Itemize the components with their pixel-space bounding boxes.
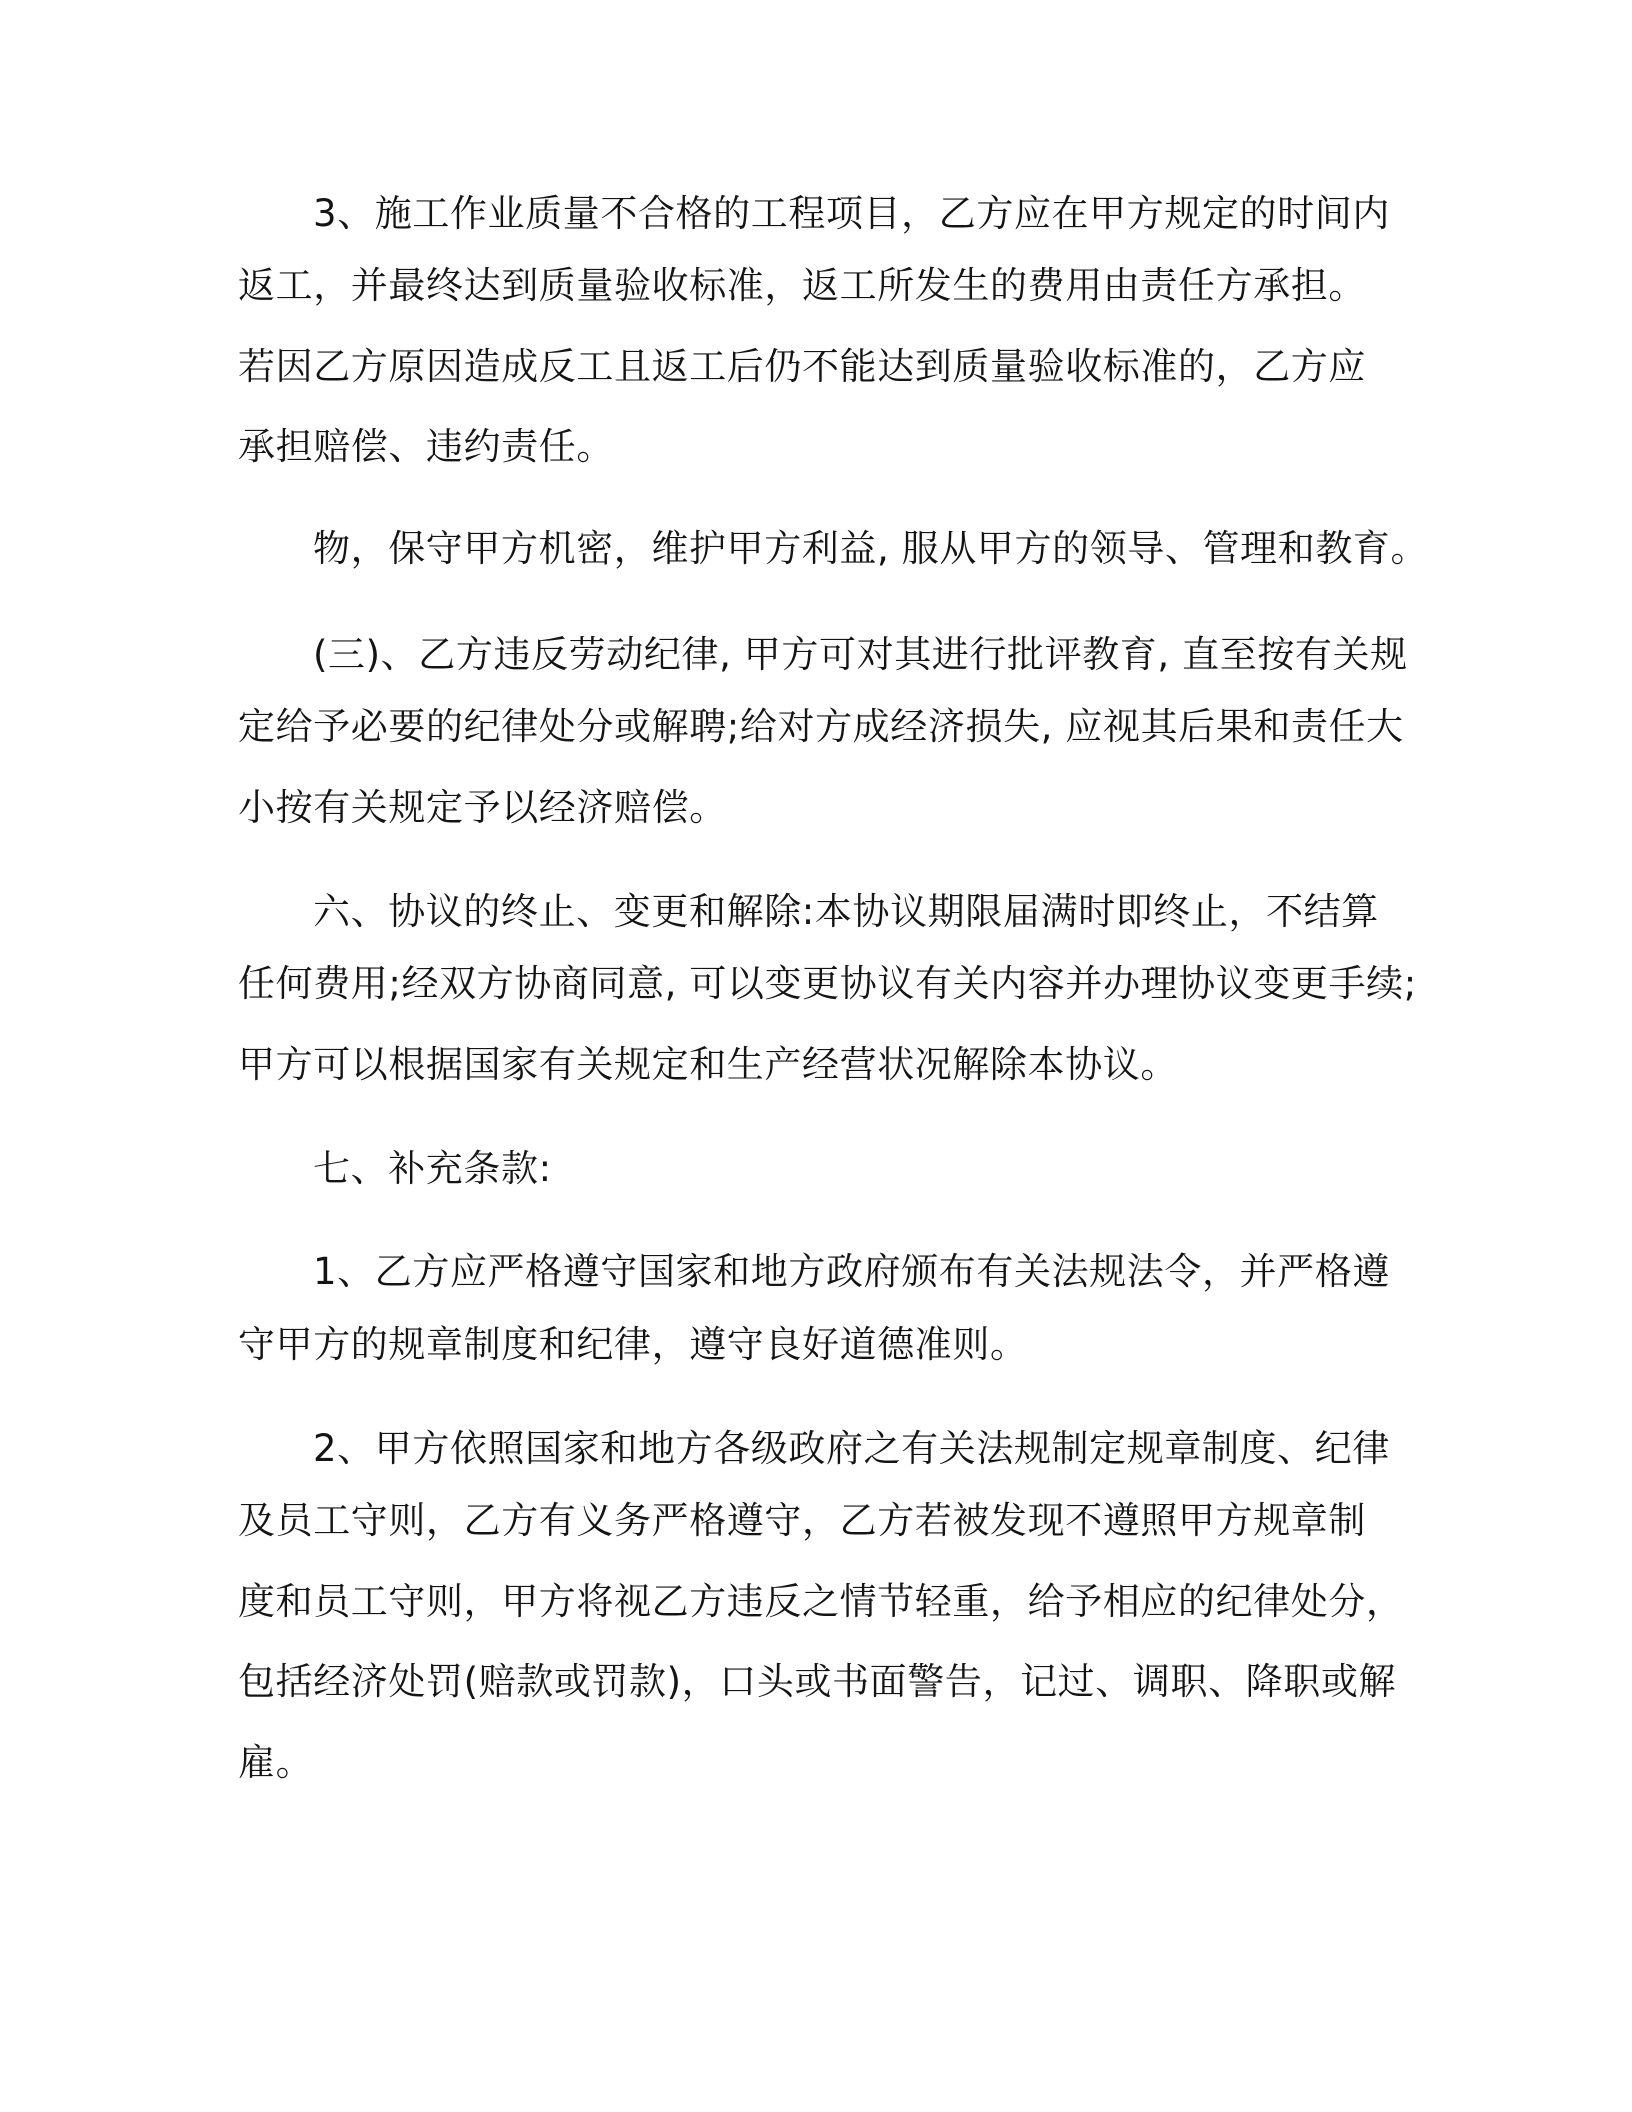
- text-line: 雇。: [238, 1741, 314, 1784]
- text-line: 定给予必要的纪律处分或解聘;给对方成经济损失, 应视其后果和责任大: [238, 705, 1404, 748]
- text-line: 度和员工守则，甲方将视乙方违反之情节轻重，给予相应的纪律处分，: [238, 1580, 1404, 1623]
- text-line: 物，保守甲方机密，维护甲方利益, 服从甲方的领导、管理和教育。: [313, 527, 1429, 570]
- text-line: 包括经济处罚(赔款或罚款)，口头或书面警告，记过、调职、降职或解: [238, 1660, 1397, 1703]
- text-line: (三)、乙方违反劳动纪律, 甲方可对其进行批评教育, 直至按有关规: [313, 633, 1408, 676]
- text-line: 及员工守则，乙方有义务严格遵守，乙方若被发现不遵照甲方规章制: [238, 1499, 1366, 1542]
- text-line: 甲方可以根据国家有关规定和生产经营状况解除本协议。: [238, 1043, 1178, 1086]
- text-line: 返工，并最终达到质量验收标准，返工所发生的费用由责任方承担。: [238, 264, 1366, 307]
- text-line: 任何费用;经双方协商同意, 可以变更协议有关内容并办理协议变更手续;: [238, 962, 1417, 1005]
- text-line: 若因乙方原因造成反工且返工后仍不能达到质量验收标准的，乙方应: [238, 345, 1366, 388]
- text-line: 小按有关规定予以经济赔偿。: [238, 786, 727, 829]
- text-line: 六、协议的终止、变更和解除:本协议期限届满时即终止，不结算: [313, 890, 1379, 933]
- text-line: 承担赔偿、违约责任。: [238, 425, 614, 468]
- section-heading: 七、补充条款:: [313, 1147, 552, 1190]
- text-line: 1、乙方应严格遵守国家和地方政府颁布有关法规法令，并严格遵: [313, 1250, 1390, 1293]
- text-line: 3、施工作业质量不合格的工程项目，乙方应在甲方规定的时间内: [313, 192, 1390, 235]
- text-line: 2、甲方依照国家和地方各级政府之有关法规制定规章制度、纪律: [313, 1427, 1390, 1470]
- text-line: 守甲方的规章制度和纪律，遵守良好道德准则。: [238, 1323, 1028, 1366]
